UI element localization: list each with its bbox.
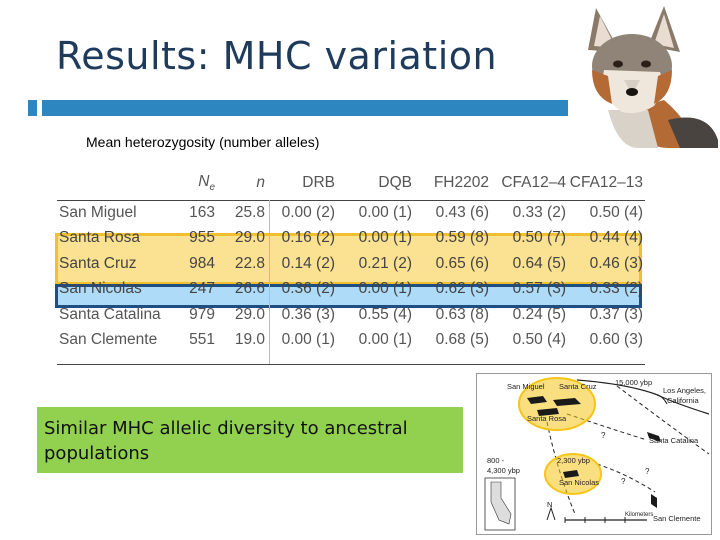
table-cell: 0.50 (7)	[512, 229, 566, 247]
table-cell: 0.50 (4)	[589, 203, 643, 221]
heterozygosity-table	[57, 166, 645, 353]
header-cell: FH2202	[433, 174, 489, 191]
table-cell: 0.00 (1)	[358, 229, 412, 247]
table-row	[57, 200, 645, 226]
table-cell: 984	[189, 254, 215, 272]
accent-square	[28, 100, 37, 116]
table-subtitle: Mean heterozygosity (number alleles)	[86, 134, 320, 150]
table-cell: 0.16 (2)	[281, 229, 335, 247]
map-label-15000-ybp: 15,000 ybp	[615, 378, 653, 387]
table-cell: 25.8	[234, 203, 265, 221]
table-cell: 0.64 (5)	[512, 254, 566, 272]
svg-text:?: ?	[645, 467, 650, 476]
table-cell: 0.65 (6)	[435, 254, 489, 272]
map-label-san-nicolas: San Nicolas	[559, 478, 600, 487]
map-label-north: N	[547, 500, 553, 509]
table-cell: 0.57 (3)	[512, 280, 566, 298]
accent-bar	[42, 100, 582, 116]
table-cell: 0.36 (2)	[281, 280, 335, 298]
table-cell: 0.50 (4)	[512, 331, 566, 349]
table-cell: 0.37 (3)	[589, 305, 643, 323]
map-label-santa-cruz: Santa Cruz	[559, 382, 597, 391]
map-label-santa-rosa: Santa Rosa	[527, 414, 567, 423]
map-label-los-angeles: Los Angeles,	[663, 386, 706, 395]
table-cell: 0.60 (3)	[589, 331, 643, 349]
table-cell: 0.46 (3)	[589, 254, 643, 272]
header-cell: DQB	[378, 174, 412, 191]
table-row	[57, 277, 645, 303]
table-cell: 0.44 (4)	[589, 229, 643, 247]
table-header-row	[57, 166, 645, 200]
svg-text:?: ?	[621, 477, 626, 486]
table-rule	[57, 364, 645, 365]
map-label-san-miguel: San Miguel	[507, 382, 545, 391]
table-cell: 0.62 (3)	[435, 280, 489, 298]
table-cell: 29.0	[234, 229, 265, 247]
table-cell: 247	[189, 280, 215, 298]
table-cell: 0.68 (5)	[435, 331, 489, 349]
map-label-california: California	[667, 396, 699, 405]
map-label-kilometers: Kilometers	[625, 512, 654, 518]
table-cell: 0.36 (3)	[281, 305, 335, 323]
table-cell: 0.24 (5)	[512, 305, 566, 323]
table-cell: San Clemente	[59, 331, 158, 349]
table-row	[57, 302, 645, 328]
table-row	[57, 251, 645, 277]
slide-title: Results: MHC variation	[56, 34, 498, 78]
table-cell: 19.0	[234, 331, 265, 349]
header-cell-ne: $N_e$	[198, 172, 215, 194]
table-cell: 163	[189, 203, 215, 221]
callout-text: Similar MHC allelic diversity to ancestral populations	[44, 418, 408, 464]
table-cell: 955	[189, 229, 215, 247]
table-cell: Santa Catalina	[59, 305, 161, 323]
map-label-2300-ybp: 2,300 ybp	[557, 456, 590, 465]
table-cell: 0.14 (2)	[281, 254, 335, 272]
table-cell: 0.59 (8)	[435, 229, 489, 247]
table-divider	[269, 200, 270, 364]
table-cell: 0.00 (1)	[281, 331, 335, 349]
table-cell: 29.0	[234, 305, 265, 323]
table-cell: 22.8	[234, 254, 265, 272]
table-cell: 0.00 (2)	[281, 203, 335, 221]
table-row	[57, 226, 645, 252]
table-cell: 0.43 (6)	[435, 203, 489, 221]
map-label-santa-catalina: Santa Catalina	[649, 436, 699, 445]
table-cell: 0.00 (1)	[358, 203, 412, 221]
table-cell: 0.33 (2)	[512, 203, 566, 221]
table-cell: Santa Rosa	[59, 229, 140, 247]
fox-image	[568, 0, 718, 148]
map-label-san-clemente: San Clemente	[653, 514, 701, 523]
table-row	[57, 328, 645, 354]
table-cell: 551	[189, 331, 215, 349]
table-cell: Santa Cruz	[59, 254, 137, 272]
table-cell: 0.00 (1)	[358, 280, 412, 298]
map-label-4300-ybp: 4,300 ybp	[487, 466, 520, 475]
header-cell: DRB	[302, 174, 335, 191]
table-cell: 0.55 (4)	[358, 305, 412, 323]
header-cell: CFA12–13	[569, 174, 643, 191]
table-cell: 979	[189, 305, 215, 323]
table-cell: 0.21 (2)	[358, 254, 412, 272]
map-label-800: 800 -	[487, 456, 505, 465]
table-cell: 0.00 (1)	[358, 331, 412, 349]
table-cell: San Nicolas	[59, 280, 142, 298]
table-cell: 0.33 (2)	[589, 280, 643, 298]
table-cell: San Miguel	[59, 203, 137, 221]
header-cell-n: n	[256, 174, 265, 191]
table-cell: 26.6	[234, 280, 265, 298]
svg-text:?: ?	[601, 431, 606, 440]
header-cell: CFA12–4	[501, 174, 566, 191]
island-map	[476, 373, 712, 535]
table-cell: 0.63 (8)	[435, 305, 489, 323]
